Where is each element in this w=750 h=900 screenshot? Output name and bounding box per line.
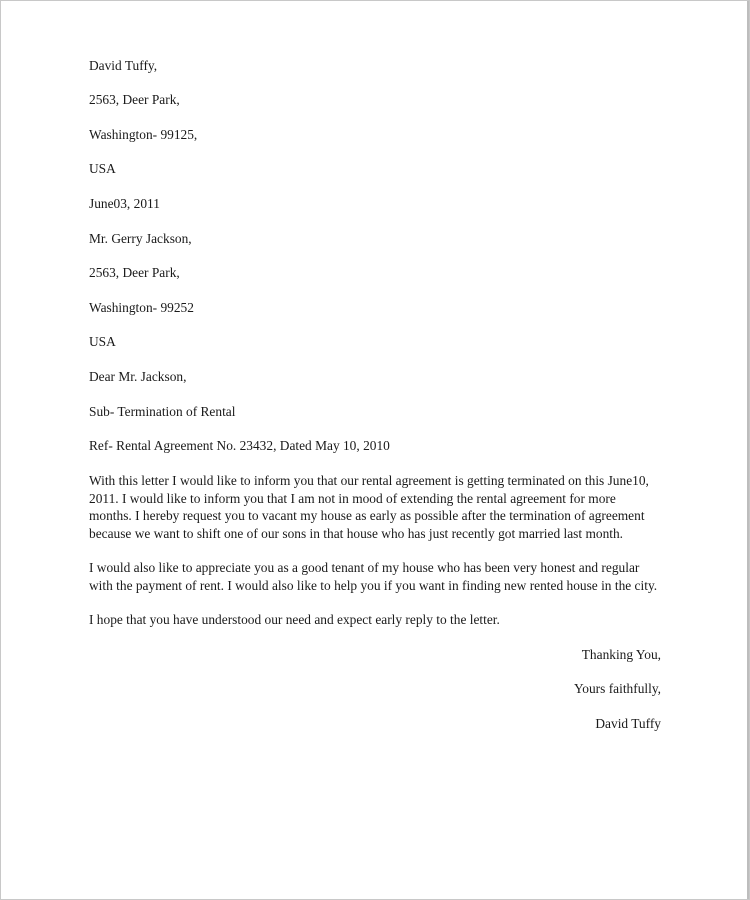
recipient-country: USA <box>89 334 116 349</box>
sender-address-line2: Washington- 99125, <box>89 127 198 142</box>
body-paragraph-3-line: I hope that you have understood our need and expect early reply to the letter. <box>89 612 500 627</box>
reference-line: Ref- Rental Agreement No. 23432, Dated May 10, 2010 <box>89 438 390 453</box>
body-paragraph-2 <box>89 559 669 594</box>
sender-address-line1: 2563, Deer Park, <box>89 92 180 107</box>
body-paragraph-3 <box>89 611 669 629</box>
recipient-address-line2: Washington- 99252 <box>89 300 194 315</box>
recipient-address-line1: 2563, Deer Park, <box>89 265 180 280</box>
body-paragraph-2-line: I would also like to appreciate you as a good tenant of my house who has been very honest and regular <box>89 560 640 575</box>
signature-name: David Tuffy <box>595 716 661 731</box>
body-paragraph-2-line: with the payment of rent. I would also like to help you if you want in finding new rented house in the city. <box>89 577 658 593</box>
body-paragraph-1-line: 2011. I would like to inform you that I am not in mood of extending the rental agreement for more <box>89 490 616 506</box>
salutation: Dear Mr. Jackson, <box>89 369 187 384</box>
body-paragraph-1-line: With this letter I would like to inform you that our rental agreement is getting terminated on this June10, <box>89 473 649 488</box>
sender-name: David Tuffy, <box>89 58 158 73</box>
body-paragraph-1-line: because we want to shift one of our sons in that house who has just recently got married last month. <box>89 525 624 541</box>
body-paragraph-1 <box>89 472 669 542</box>
subject-line: Sub- Termination of Rental <box>89 404 236 419</box>
closing-signoff: Yours faithfully, <box>573 681 661 696</box>
closing-thanks: Thanking You, <box>581 647 661 662</box>
sender-country: USA <box>89 161 116 176</box>
letter-date: June03, 2011 <box>89 196 160 211</box>
recipient-name: Mr. Gerry Jackson, <box>89 231 192 246</box>
body-paragraph-1-line: months. I hereby request you to vacant my house as early as possible after the termination of agreement <box>89 508 645 523</box>
